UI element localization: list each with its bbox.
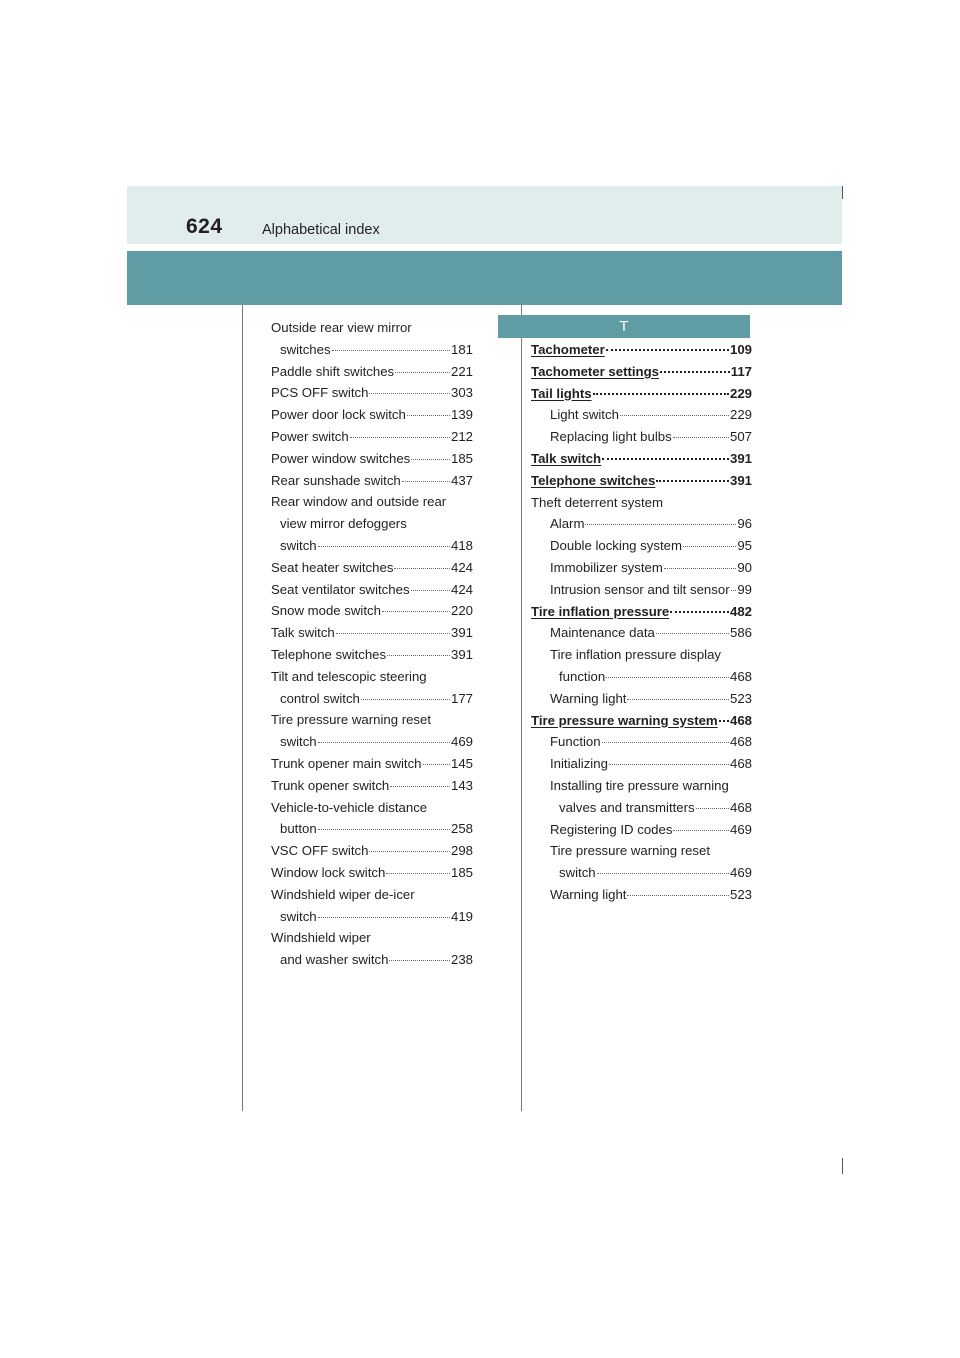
index-entry bbox=[531, 710, 752, 732]
index-page-number: 424 bbox=[450, 581, 473, 597]
index-page-number: 298 bbox=[450, 843, 473, 859]
dot-leader bbox=[673, 436, 729, 438]
dot-leader bbox=[731, 589, 737, 591]
index-term: Rear window and outside rear bbox=[271, 494, 447, 510]
index-entry bbox=[531, 492, 752, 514]
dot-leader bbox=[390, 785, 450, 787]
dot-leader bbox=[606, 348, 729, 351]
dot-leader bbox=[597, 872, 729, 874]
dot-leader bbox=[389, 959, 450, 961]
index-term: button bbox=[280, 821, 317, 837]
dot-leader bbox=[407, 414, 450, 416]
index-entry bbox=[271, 753, 473, 775]
index-term: function bbox=[559, 668, 606, 684]
dot-leader bbox=[318, 741, 450, 743]
index-page-number: 523 bbox=[729, 690, 752, 706]
index-entry bbox=[531, 339, 752, 361]
index-page-number: 507 bbox=[729, 429, 752, 445]
index-page-number: 586 bbox=[729, 625, 752, 641]
crop-mark-top-right bbox=[842, 186, 843, 199]
index-term: Tail lights bbox=[531, 385, 592, 401]
index-term: Installing tire pressure warning bbox=[550, 777, 729, 793]
index-page-number: 117 bbox=[730, 363, 752, 379]
index-page-number: 469 bbox=[450, 734, 473, 750]
index-letter-heading: T bbox=[498, 315, 750, 338]
index-term: and washer switch bbox=[280, 952, 389, 968]
dot-leader bbox=[411, 458, 450, 460]
index-entry bbox=[271, 579, 473, 601]
index-term: Rear sunshade switch bbox=[271, 472, 401, 488]
index-entry bbox=[271, 644, 473, 666]
index-term: Light switch bbox=[550, 407, 619, 423]
index-entry bbox=[271, 448, 473, 470]
index-page-number: 109 bbox=[729, 342, 752, 357]
index-term: Tilt and telescopic steering bbox=[271, 668, 427, 684]
index-entry bbox=[271, 557, 473, 579]
index-term: Warning light bbox=[550, 886, 627, 902]
index-entry bbox=[531, 579, 752, 601]
index-term: Talk switch bbox=[271, 625, 335, 641]
index-entry bbox=[271, 666, 473, 688]
index-entry bbox=[271, 535, 473, 557]
dot-leader bbox=[387, 654, 450, 656]
dot-leader bbox=[369, 850, 450, 852]
dot-leader bbox=[402, 480, 450, 482]
dot-leader bbox=[336, 632, 450, 634]
index-entry bbox=[271, 622, 473, 644]
index-page-number: 469 bbox=[729, 821, 752, 837]
index-page-number: 391 bbox=[729, 450, 752, 466]
index-term: Seat ventilator switches bbox=[271, 581, 410, 597]
index-entry bbox=[271, 339, 473, 361]
index-term: Power window switches bbox=[271, 450, 411, 466]
index-term: Vehicle-to-vehicle distance bbox=[271, 799, 428, 815]
index-page-number: 468 bbox=[729, 668, 752, 684]
index-term: Tire pressure warning reset bbox=[271, 712, 432, 728]
index-entry bbox=[531, 535, 752, 557]
dot-leader bbox=[627, 894, 729, 896]
header-color-band bbox=[127, 251, 842, 305]
dot-leader bbox=[585, 523, 736, 525]
index-term: Tire inflation pressure bbox=[531, 603, 670, 619]
index-term: switches bbox=[280, 341, 331, 357]
index-page-number: 221 bbox=[450, 363, 473, 379]
dot-leader bbox=[673, 829, 729, 831]
dot-leader bbox=[602, 457, 729, 460]
index-term: Warning light bbox=[550, 690, 627, 706]
index-entry bbox=[531, 426, 752, 448]
dot-leader bbox=[318, 828, 450, 830]
index-entry bbox=[531, 404, 752, 426]
dot-leader bbox=[318, 916, 450, 918]
index-entry bbox=[271, 513, 473, 535]
crop-mark-bottom-right bbox=[842, 1158, 843, 1174]
dot-leader bbox=[593, 392, 729, 395]
index-entry bbox=[531, 884, 752, 906]
index-page-number: 468 bbox=[729, 734, 752, 750]
index-entry bbox=[271, 862, 473, 884]
index-entry bbox=[271, 688, 473, 710]
index-page-number: 419 bbox=[450, 908, 473, 924]
index-entry bbox=[531, 753, 752, 775]
dot-leader bbox=[395, 371, 450, 373]
index-term: Trunk opener switch bbox=[271, 777, 390, 793]
index-term: VSC OFF switch bbox=[271, 843, 369, 859]
index-entry bbox=[531, 622, 752, 644]
index-entry bbox=[531, 601, 752, 623]
index-term: Telephone switches bbox=[531, 472, 656, 488]
index-term: Maintenance data bbox=[550, 625, 655, 641]
index-term: Telephone switches bbox=[271, 646, 387, 662]
index-term: Function bbox=[550, 734, 601, 750]
index-entry bbox=[531, 797, 752, 819]
index-term: Power door lock switch bbox=[271, 407, 406, 423]
dot-leader bbox=[609, 763, 729, 765]
index-page-number: 468 bbox=[729, 756, 752, 772]
index-page-number: 96 bbox=[737, 516, 752, 532]
index-entry bbox=[531, 513, 752, 535]
index-entry bbox=[271, 404, 473, 426]
index-term: Double locking system bbox=[550, 538, 682, 554]
dot-leader bbox=[656, 479, 729, 482]
dot-leader bbox=[369, 392, 450, 394]
index-term: Tire pressure warning system bbox=[531, 712, 718, 728]
index-page-number: 303 bbox=[450, 385, 473, 401]
dot-leader bbox=[606, 676, 729, 678]
index-page-number: 482 bbox=[729, 603, 752, 619]
index-term: Outside rear view mirror bbox=[271, 320, 412, 335]
index-term: Initializing bbox=[550, 756, 608, 772]
index-entry bbox=[271, 906, 473, 928]
index-entry bbox=[271, 709, 473, 731]
header-top-band bbox=[127, 186, 842, 244]
dot-leader bbox=[318, 545, 450, 547]
left-column-rule bbox=[242, 305, 243, 1111]
index-term: PCS OFF switch bbox=[271, 385, 369, 401]
dot-leader bbox=[656, 632, 729, 634]
index-page-number: 437 bbox=[450, 472, 473, 488]
index-entry bbox=[271, 426, 473, 448]
index-column-left bbox=[271, 317, 473, 971]
index-term: Tachometer bbox=[531, 342, 605, 357]
index-term: valves and transmitters bbox=[559, 799, 695, 815]
dot-leader bbox=[394, 567, 450, 569]
index-entry bbox=[271, 949, 473, 971]
index-page-number: 90 bbox=[737, 559, 752, 575]
dot-leader bbox=[660, 370, 730, 373]
index-page-number: 145 bbox=[450, 755, 473, 771]
index-page-number: 143 bbox=[450, 777, 473, 793]
index-entry bbox=[531, 819, 752, 841]
index-page-number: 229 bbox=[729, 385, 752, 401]
index-entry bbox=[531, 688, 752, 710]
dot-leader bbox=[361, 698, 450, 700]
index-term: Seat heater switches bbox=[271, 559, 394, 575]
index-page-number: 391 bbox=[450, 646, 473, 662]
index-page-number: 139 bbox=[450, 407, 473, 423]
index-term: Paddle shift switches bbox=[271, 363, 395, 379]
index-term: Tire pressure warning reset bbox=[550, 843, 711, 859]
dot-leader bbox=[350, 436, 450, 438]
index-entry bbox=[531, 557, 752, 579]
index-page-number: 212 bbox=[450, 428, 473, 444]
index-entry bbox=[271, 927, 473, 949]
index-page-number: 468 bbox=[729, 712, 752, 728]
index-term: Power switch bbox=[271, 428, 349, 444]
index-entry bbox=[271, 491, 473, 513]
index-entry bbox=[271, 731, 473, 753]
index-page-number: 185 bbox=[450, 450, 473, 466]
index-page-number: 185 bbox=[450, 864, 473, 880]
index-entry bbox=[531, 383, 752, 405]
dot-leader bbox=[719, 719, 729, 722]
index-entry bbox=[271, 600, 473, 622]
index-term: switch bbox=[280, 908, 317, 924]
index-entry bbox=[531, 666, 752, 688]
index-page-number: 424 bbox=[450, 559, 473, 575]
index-term: Replacing light bulbs bbox=[550, 429, 672, 445]
index-term: switch bbox=[280, 537, 317, 553]
index-term: Windshield wiper de-icer bbox=[271, 886, 415, 902]
index-term: Talk switch bbox=[531, 450, 602, 466]
index-term: switch bbox=[280, 734, 317, 750]
index-entry bbox=[531, 840, 752, 862]
index-term: Windshield wiper bbox=[271, 930, 371, 946]
dot-leader bbox=[411, 589, 450, 591]
index-page-number: 523 bbox=[729, 886, 752, 902]
index-term: view mirror defoggers bbox=[280, 516, 407, 532]
dot-leader bbox=[696, 807, 729, 809]
index-term: Tachometer settings bbox=[531, 363, 659, 379]
index-page-number: 181 bbox=[450, 341, 473, 357]
index-entry bbox=[531, 775, 752, 797]
index-entry bbox=[271, 840, 473, 862]
index-entry bbox=[531, 731, 752, 753]
dot-leader bbox=[670, 610, 729, 613]
index-page-number: 391 bbox=[450, 625, 473, 641]
dot-leader bbox=[423, 763, 450, 765]
center-column-rule bbox=[521, 305, 522, 1111]
dot-leader bbox=[627, 698, 729, 700]
index-entry bbox=[531, 644, 752, 666]
dot-leader bbox=[386, 872, 450, 874]
index-term: Theft deterrent system bbox=[531, 494, 663, 510]
index-page-number: 95 bbox=[737, 538, 752, 554]
page-number: 624 bbox=[186, 215, 223, 238]
section-title: Alphabetical index bbox=[262, 222, 380, 238]
index-term: Alarm bbox=[550, 516, 585, 532]
dot-leader bbox=[620, 414, 729, 416]
index-entry bbox=[271, 470, 473, 492]
index-entry bbox=[271, 818, 473, 840]
index-entry bbox=[531, 361, 752, 383]
index-column-right bbox=[531, 339, 752, 906]
index-entry bbox=[271, 884, 473, 906]
dot-leader bbox=[683, 545, 736, 547]
index-entry bbox=[271, 382, 473, 404]
index-page-number: 391 bbox=[729, 472, 752, 488]
index-page-number: 258 bbox=[450, 821, 473, 837]
index-term: switch bbox=[559, 865, 596, 881]
index-entry bbox=[271, 797, 473, 819]
index-term: Tire inflation pressure display bbox=[550, 647, 722, 663]
dot-leader bbox=[664, 567, 736, 569]
dot-leader bbox=[602, 741, 729, 743]
index-entry bbox=[531, 448, 752, 470]
index-page-number: 418 bbox=[450, 537, 473, 553]
index-page-number: 468 bbox=[729, 799, 752, 815]
index-page-number: 238 bbox=[450, 952, 473, 968]
index-entry bbox=[271, 361, 473, 383]
index-term: Intrusion sensor and tilt sensor bbox=[550, 581, 730, 597]
index-entry bbox=[531, 862, 752, 884]
index-page-number: 220 bbox=[450, 603, 473, 619]
index-term: Immobilizer system bbox=[550, 559, 663, 575]
index-term: Registering ID codes bbox=[550, 821, 673, 837]
index-term: Window lock switch bbox=[271, 864, 386, 880]
index-term: control switch bbox=[280, 690, 360, 706]
index-page-number: 99 bbox=[737, 581, 752, 597]
index-page-number: 229 bbox=[729, 407, 752, 423]
index-entry bbox=[531, 470, 752, 492]
index-entry bbox=[271, 775, 473, 797]
index-term: Trunk opener main switch bbox=[271, 755, 422, 771]
index-page-number: 469 bbox=[729, 865, 752, 881]
index-entry bbox=[271, 317, 473, 339]
index-page-number: 177 bbox=[450, 690, 473, 706]
dot-leader bbox=[332, 349, 450, 351]
index-term: Snow mode switch bbox=[271, 603, 381, 619]
dot-leader bbox=[382, 610, 450, 612]
